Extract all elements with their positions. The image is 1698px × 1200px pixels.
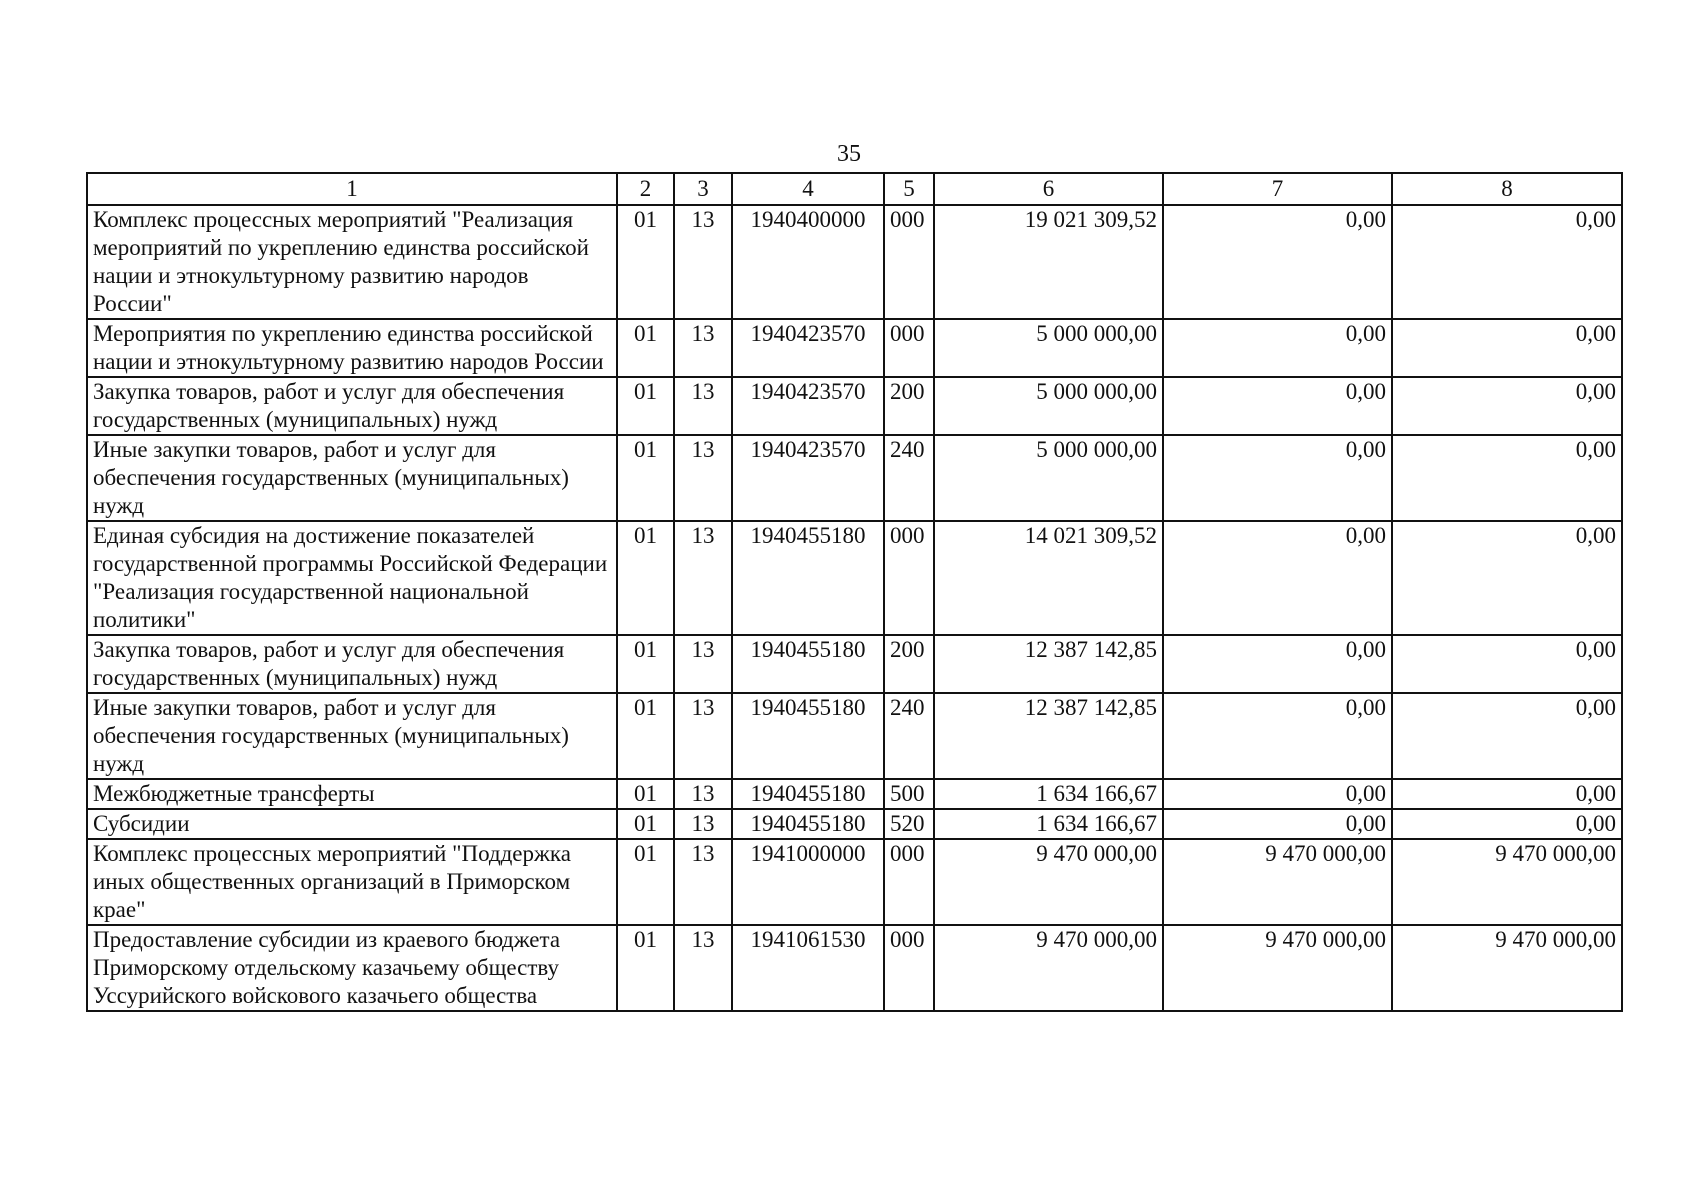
row-amount-cell: 0,00 <box>1163 693 1392 779</box>
row-code-cell: 240 <box>884 693 934 779</box>
row-amount-cell: 9 470 000,00 <box>1392 925 1622 1011</box>
row-code-cell: 1940455180 <box>732 693 884 779</box>
row-code-cell: 500 <box>884 779 934 809</box>
row-amount-cell: 0,00 <box>1163 521 1392 635</box>
row-code-cell: 000 <box>884 319 934 377</box>
table-row <box>87 319 1622 377</box>
row-name-cell: Закупка товаров, работ и услуг для обеспечения государственных (муниципальных) нужд <box>87 635 617 693</box>
header-cell: 6 <box>934 173 1163 205</box>
header-row <box>87 173 1622 205</box>
row-amount-cell: 14 021 309,52 <box>934 521 1163 635</box>
table-row <box>87 435 1622 521</box>
table-row <box>87 779 1622 809</box>
row-code-cell: 01 <box>617 205 674 319</box>
row-name-cell: Единая субсидия на достижение показателей государственной программы Российской Федерации "Реализация государственной национальной политики" <box>87 521 617 635</box>
table-row <box>87 809 1622 839</box>
row-amount-cell: 12 387 142,85 <box>934 693 1163 779</box>
row-amount-cell: 0,00 <box>1392 377 1622 435</box>
row-amount-cell: 0,00 <box>1163 779 1392 809</box>
row-code-cell: 240 <box>884 435 934 521</box>
row-name-cell: Межбюджетные трансферты <box>87 779 617 809</box>
row-amount-cell: 0,00 <box>1163 377 1392 435</box>
row-code-cell: 13 <box>674 435 732 521</box>
budget-table <box>86 172 1623 1012</box>
row-code-cell: 000 <box>884 925 934 1011</box>
row-code-cell: 1940423570 <box>732 319 884 377</box>
row-amount-cell: 0,00 <box>1392 521 1622 635</box>
row-code-cell: 13 <box>674 635 732 693</box>
row-code-cell: 000 <box>884 839 934 925</box>
row-amount-cell: 0,00 <box>1163 435 1392 521</box>
row-code-cell: 01 <box>617 521 674 635</box>
row-code-cell: 01 <box>617 435 674 521</box>
table-row <box>87 839 1622 925</box>
table-row <box>87 693 1622 779</box>
table-row <box>87 521 1622 635</box>
row-amount-cell: 0,00 <box>1163 809 1392 839</box>
row-code-cell: 13 <box>674 377 732 435</box>
row-name-cell: Комплекс процессных мероприятий "Поддержка иных общественных организаций в Приморском крае" <box>87 839 617 925</box>
row-name-cell: Иные закупки товаров, работ и услуг для обеспечения государственных (муниципальных) нужд <box>87 693 617 779</box>
row-amount-cell: 0,00 <box>1392 205 1622 319</box>
row-amount-cell: 0,00 <box>1163 635 1392 693</box>
row-code-cell: 13 <box>674 205 732 319</box>
row-name-cell: Закупка товаров, работ и услуг для обеспечения государственных (муниципальных) нужд <box>87 377 617 435</box>
table-row <box>87 205 1622 319</box>
row-code-cell: 200 <box>884 635 934 693</box>
row-name-cell: Иные закупки товаров, работ и услуг для обеспечения государственных (муниципальных) нужд <box>87 435 617 521</box>
row-amount-cell: 9 470 000,00 <box>934 839 1163 925</box>
table-row <box>87 925 1622 1011</box>
row-amount-cell: 0,00 <box>1392 809 1622 839</box>
row-code-cell: 1940423570 <box>732 435 884 521</box>
row-code-cell: 200 <box>884 377 934 435</box>
row-code-cell: 1940400000 <box>732 205 884 319</box>
table-row <box>87 635 1622 693</box>
header-cell: 2 <box>617 173 674 205</box>
row-code-cell: 000 <box>884 205 934 319</box>
row-amount-cell: 1 634 166,67 <box>934 779 1163 809</box>
row-amount-cell: 0,00 <box>1392 435 1622 521</box>
row-code-cell: 13 <box>674 521 732 635</box>
row-code-cell: 13 <box>674 693 732 779</box>
row-amount-cell: 5 000 000,00 <box>934 435 1163 521</box>
table-row <box>87 377 1622 435</box>
row-amount-cell: 1 634 166,67 <box>934 809 1163 839</box>
row-code-cell: 520 <box>884 809 934 839</box>
row-code-cell: 01 <box>617 809 674 839</box>
row-amount-cell: 0,00 <box>1392 319 1622 377</box>
header-cell: 7 <box>1163 173 1392 205</box>
row-code-cell: 13 <box>674 925 732 1011</box>
row-name-cell: Субсидии <box>87 809 617 839</box>
row-amount-cell: 0,00 <box>1163 205 1392 319</box>
row-amount-cell: 5 000 000,00 <box>934 377 1163 435</box>
row-code-cell: 01 <box>617 693 674 779</box>
row-amount-cell: 0,00 <box>1392 693 1622 779</box>
row-amount-cell: 0,00 <box>1163 319 1392 377</box>
row-amount-cell: 5 000 000,00 <box>934 319 1163 377</box>
header-cell: 4 <box>732 173 884 205</box>
row-name-cell: Мероприятия по укреплению единства российской нации и этнокультурному развитию народов России <box>87 319 617 377</box>
row-code-cell: 1940423570 <box>732 377 884 435</box>
row-code-cell: 01 <box>617 319 674 377</box>
row-amount-cell: 12 387 142,85 <box>934 635 1163 693</box>
row-amount-cell: 0,00 <box>1392 635 1622 693</box>
row-amount-cell: 9 470 000,00 <box>934 925 1163 1011</box>
row-amount-cell: 9 470 000,00 <box>1392 839 1622 925</box>
row-code-cell: 1940455180 <box>732 779 884 809</box>
row-code-cell: 13 <box>674 809 732 839</box>
table-body <box>87 205 1622 1011</box>
row-code-cell: 1940455180 <box>732 521 884 635</box>
row-code-cell: 1941061530 <box>732 925 884 1011</box>
header-cell: 1 <box>87 173 617 205</box>
row-amount-cell: 9 470 000,00 <box>1163 925 1392 1011</box>
row-code-cell: 1941000000 <box>732 839 884 925</box>
row-code-cell: 13 <box>674 839 732 925</box>
row-code-cell: 000 <box>884 521 934 635</box>
row-amount-cell: 0,00 <box>1392 779 1622 809</box>
row-code-cell: 13 <box>674 319 732 377</box>
row-code-cell: 1940455180 <box>732 635 884 693</box>
header-cell: 3 <box>674 173 732 205</box>
row-name-cell: Предоставление субсидии из краевого бюджета Приморскому отдельскому казачьему обществу Уссурийского войскового казачьего общества <box>87 925 617 1011</box>
row-amount-cell: 9 470 000,00 <box>1163 839 1392 925</box>
row-code-cell: 01 <box>617 925 674 1011</box>
row-code-cell: 01 <box>617 779 674 809</box>
row-code-cell: 13 <box>674 779 732 809</box>
row-name-cell: Комплекс процессных мероприятий "Реализация мероприятий по укреплению единства российской нации и этнокультурному развитию народов России" <box>87 205 617 319</box>
header-cell: 5 <box>884 173 934 205</box>
row-amount-cell: 19 021 309,52 <box>934 205 1163 319</box>
page-number: 35 <box>837 141 861 167</box>
row-code-cell: 01 <box>617 839 674 925</box>
row-code-cell: 1940455180 <box>732 809 884 839</box>
header-cell: 8 <box>1392 173 1622 205</box>
row-code-cell: 01 <box>617 377 674 435</box>
row-code-cell: 01 <box>617 635 674 693</box>
